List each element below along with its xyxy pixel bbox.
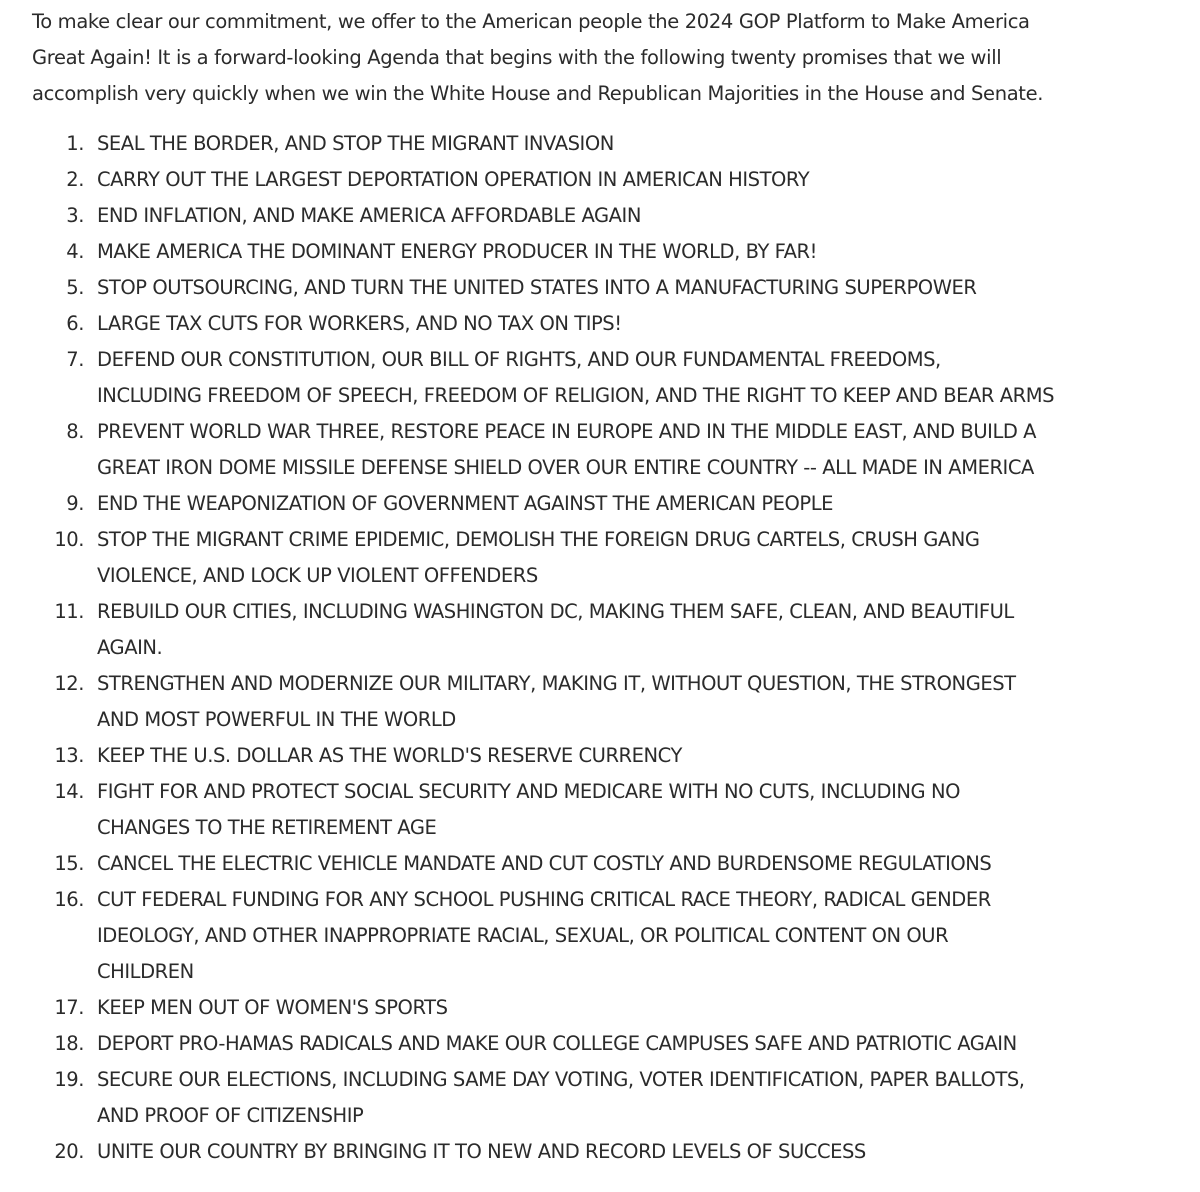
promise-text: STRENGTHEN AND MODERNIZE OUR MILITARY, MAKING IT, WITHOUT QUESTION, THE STRONGEST (97, 672, 1016, 695)
promise-text: CHILDREN (97, 960, 194, 983)
promise-text: REBUILD OUR CITIES, INCLUDING WASHINGTON DC, MAKING THEM SAFE, CLEAN, AND BEAUTIFUL (97, 600, 1014, 623)
intro-line: To make clear our commitment, we offer to the American people the 2024 GOP Platform to Make America (32, 10, 1030, 33)
promise-text: KEEP MEN OUT OF WOMEN'S SPORTS (97, 996, 448, 1019)
promise-item (32, 198, 1200, 234)
promise-text: STOP OUTSOURCING, AND TURN THE UNITED STATES INTO A MANUFACTURING SUPERPOWER (97, 276, 977, 299)
intro-paragraph (32, 4, 1192, 112)
promise-number: 16. (54, 888, 84, 911)
promise-item (32, 846, 1200, 882)
promise-item (32, 666, 1200, 738)
promise-number: 4. (66, 240, 84, 263)
promise-text: STOP THE MIGRANT CRIME EPIDEMIC, DEMOLISH THE FOREIGN DRUG CARTELS, CRUSH GANG (97, 528, 980, 551)
promise-text: AND MOST POWERFUL IN THE WORLD (97, 708, 456, 731)
promise-item (32, 414, 1200, 486)
promise-text: CUT FEDERAL FUNDING FOR ANY SCHOOL PUSHING CRITICAL RACE THEORY, RADICAL GENDER (97, 888, 991, 911)
promise-text: KEEP THE U.S. DOLLAR AS THE WORLD'S RESERVE CURRENCY (97, 744, 682, 767)
promise-number: 19. (54, 1068, 84, 1091)
promise-text: DEFEND OUR CONSTITUTION, OUR BILL OF RIGHTS, AND OUR FUNDAMENTAL FREEDOMS, (97, 348, 941, 371)
promise-number: 7. (66, 348, 84, 371)
promise-text: PREVENT WORLD WAR THREE, RESTORE PEACE IN EUROPE AND IN THE MIDDLE EAST, AND BUILD A (97, 420, 1037, 443)
promise-item (32, 882, 1200, 990)
promise-number: 12. (54, 672, 84, 695)
promise-item (32, 774, 1200, 846)
promise-text: GREAT IRON DOME MISSILE DEFENSE SHIELD OVER OUR ENTIRE COUNTRY -- ALL MADE IN AMERICA (97, 456, 1034, 479)
promise-item (32, 1062, 1200, 1134)
promise-text: UNITE OUR COUNTRY BY BRINGING IT TO NEW AND RECORD LEVELS OF SUCCESS (97, 1140, 866, 1163)
promise-number: 5. (66, 276, 84, 299)
promises-list (32, 126, 1200, 1170)
promise-number: 6. (66, 312, 84, 335)
promise-number: 13. (54, 744, 84, 767)
promise-number: 2. (66, 168, 84, 191)
promise-number: 3. (66, 204, 84, 227)
promise-item (32, 522, 1200, 594)
promise-text: MAKE AMERICA THE DOMINANT ENERGY PRODUCER IN THE WORLD, BY FAR! (97, 240, 818, 263)
promise-number: 18. (54, 1032, 84, 1055)
promise-number: 11. (54, 600, 84, 623)
promise-item (32, 990, 1200, 1026)
promise-number: 20. (54, 1140, 84, 1163)
promise-text: DEPORT PRO-HAMAS RADICALS AND MAKE OUR COLLEGE CAMPUSES SAFE AND PATRIOTIC AGAIN (97, 1032, 1017, 1055)
promise-text: LARGE TAX CUTS FOR WORKERS, AND NO TAX ON TIPS! (97, 312, 622, 335)
promise-number: 9. (66, 492, 84, 515)
promise-item (32, 486, 1200, 522)
intro-line: Great Again! It is a forward-looking Agenda that begins with the following twenty promises that we will (32, 46, 1002, 69)
promise-item (32, 234, 1200, 270)
promise-text: CARRY OUT THE LARGEST DEPORTATION OPERATION IN AMERICAN HISTORY (97, 168, 810, 191)
promise-item (32, 738, 1200, 774)
promise-item (32, 1026, 1200, 1062)
promise-number: 15. (54, 852, 84, 875)
promise-item (32, 306, 1200, 342)
promise-text: SECURE OUR ELECTIONS, INCLUDING SAME DAY VOTING, VOTER IDENTIFICATION, PAPER BALLOTS, (97, 1068, 1025, 1091)
promise-number: 1. (66, 132, 84, 155)
promise-item (32, 594, 1200, 666)
promise-item (32, 270, 1200, 306)
promise-text: CANCEL THE ELECTRIC VEHICLE MANDATE AND CUT COSTLY AND BURDENSOME REGULATIONS (97, 852, 992, 875)
promise-item (32, 342, 1200, 414)
promise-text: END THE WEAPONIZATION OF GOVERNMENT AGAINST THE AMERICAN PEOPLE (97, 492, 834, 515)
promise-text: IDEOLOGY, AND OTHER INAPPROPRIATE RACIAL, SEXUAL, OR POLITICAL CONTENT ON OUR (97, 924, 949, 947)
promise-text: AND PROOF OF CITIZENSHIP (97, 1104, 364, 1127)
promise-number: 10. (54, 528, 84, 551)
promise-item (32, 162, 1200, 198)
promise-text: AGAIN. (97, 636, 163, 659)
promise-number: 17. (54, 996, 84, 1019)
promise-number: 14. (54, 780, 84, 803)
promise-text: VIOLENCE, AND LOCK UP VIOLENT OFFENDERS (97, 564, 538, 587)
intro-line: accomplish very quickly when we win the White House and Republican Majorities in the House and Senate. (32, 82, 1044, 105)
promise-text: CHANGES TO THE RETIREMENT AGE (97, 816, 437, 839)
promise-text: SEAL THE BORDER, AND STOP THE MIGRANT INVASION (97, 132, 614, 155)
promise-number: 8. (66, 420, 84, 443)
promise-item (32, 1134, 1200, 1170)
promise-text: INCLUDING FREEDOM OF SPEECH, FREEDOM OF RELIGION, AND THE RIGHT TO KEEP AND BEAR ARMS (97, 384, 1055, 407)
promise-text: END INFLATION, AND MAKE AMERICA AFFORDABLE AGAIN (97, 204, 641, 227)
promise-text: FIGHT FOR AND PROTECT SOCIAL SECURITY AND MEDICARE WITH NO CUTS, INCLUDING NO (97, 780, 960, 803)
promise-item (32, 126, 1200, 162)
